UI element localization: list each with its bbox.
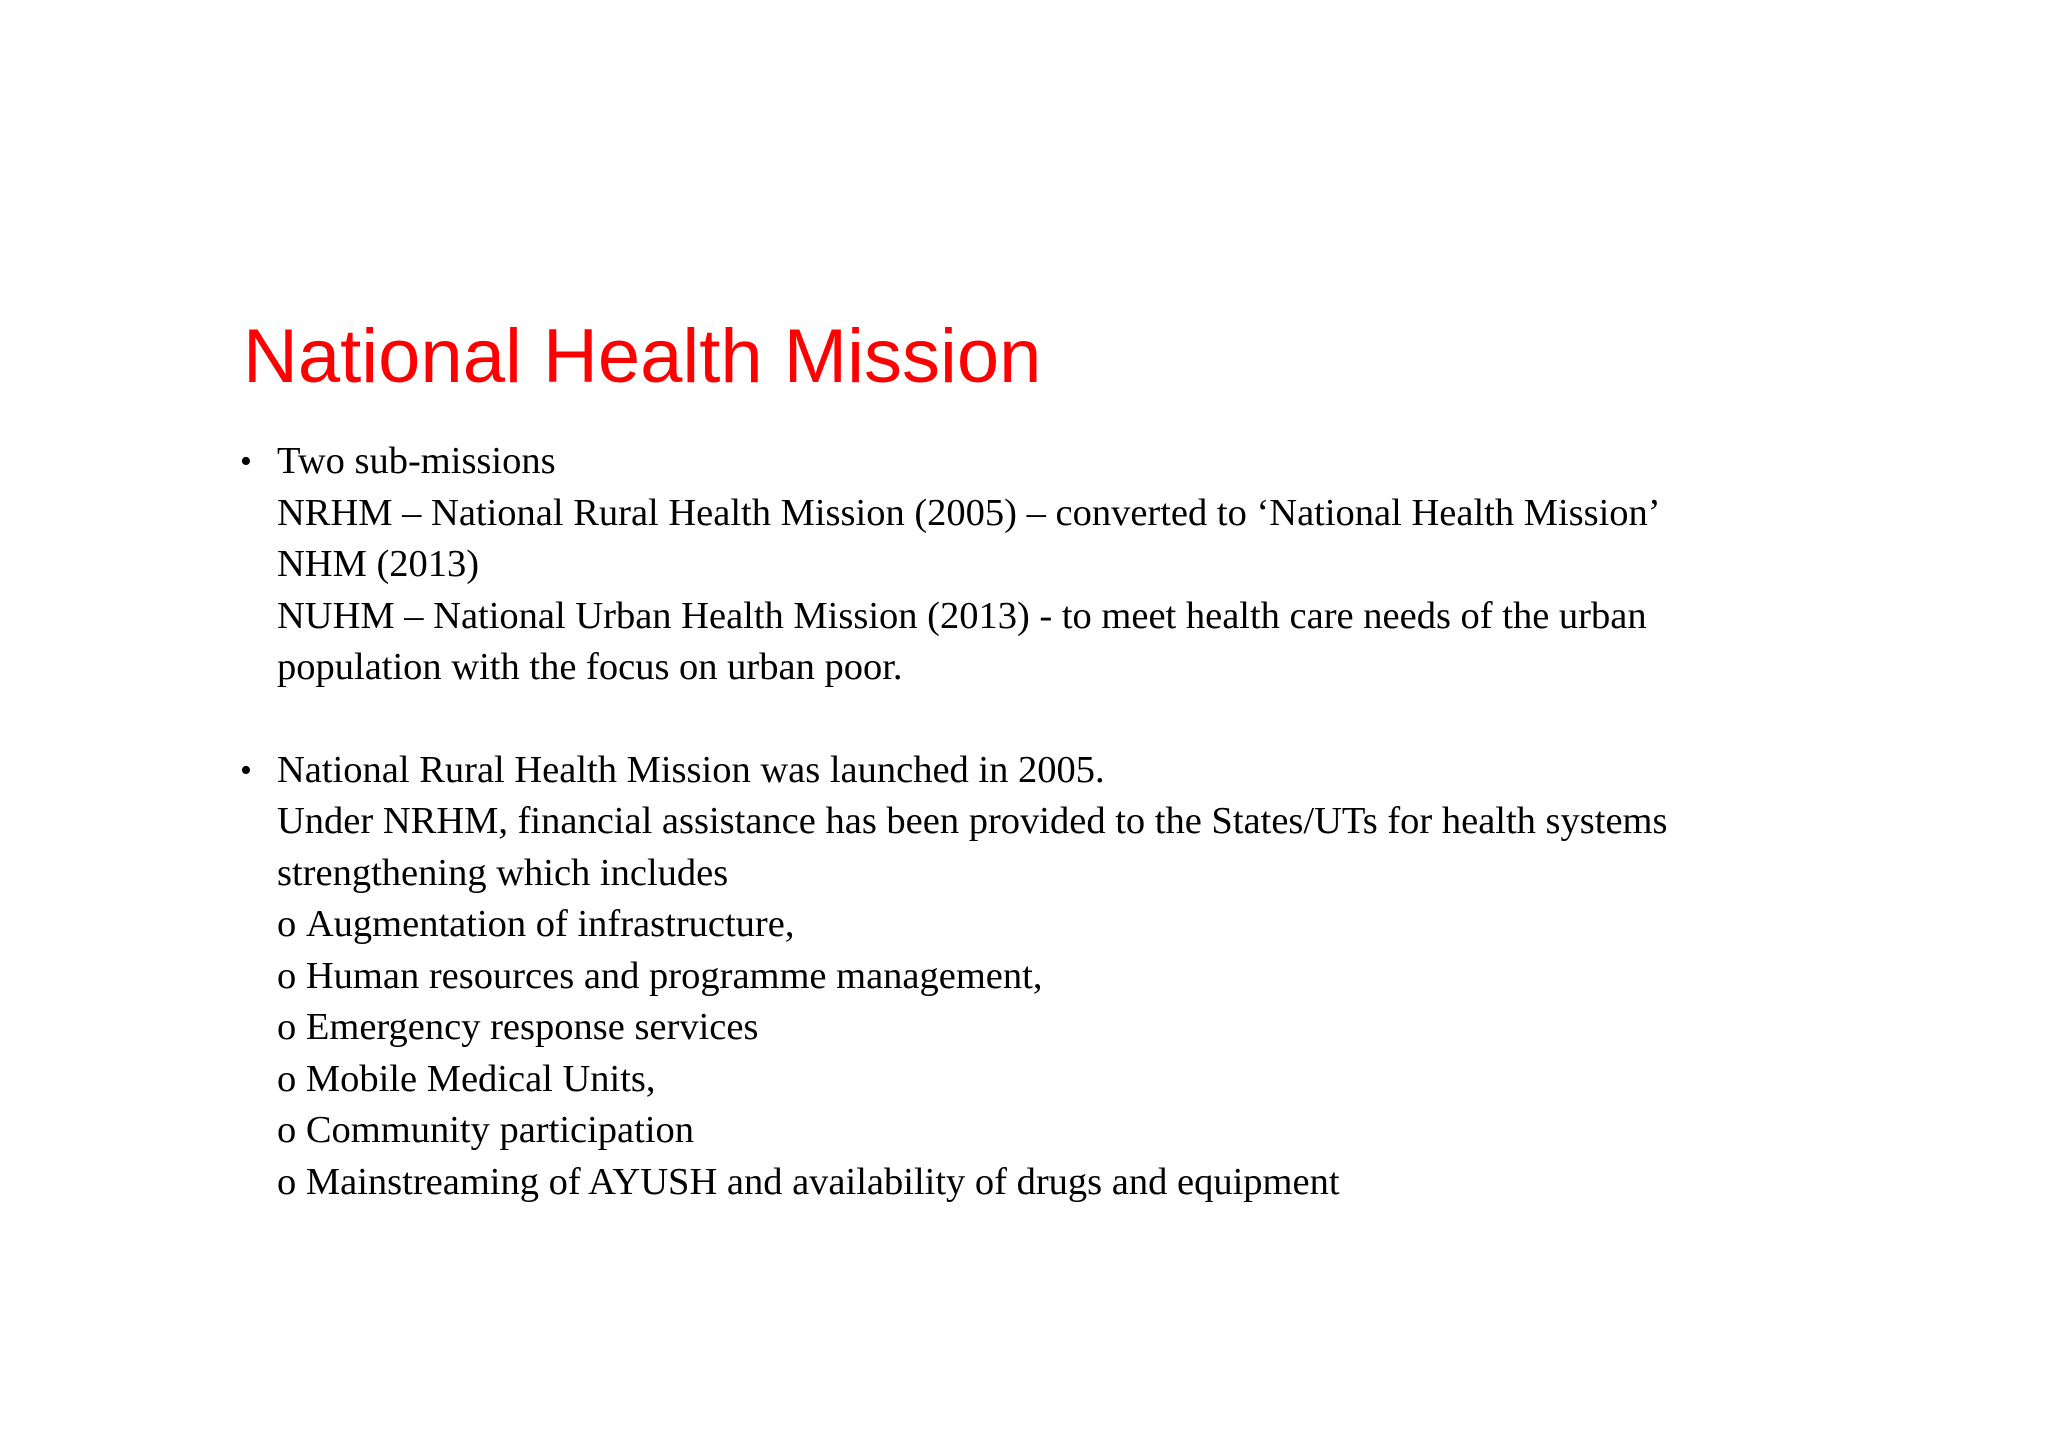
sub-marker-icon: o — [277, 1006, 297, 1048]
sub-item-text: Mobile Medical Units, — [305, 1057, 656, 1100]
sub-marker-icon: o — [277, 1109, 297, 1151]
bullet-line: Under NRHM, financial assistance has been provided to the States/UTs for health systems — [277, 800, 1668, 842]
bullet-nrhm-launch — [240, 745, 1920, 1209]
sub-item-text: Community participation — [305, 1109, 695, 1151]
sub-item — [277, 1002, 1920, 1054]
bullet-line: population with the focus on urban poor. — [277, 646, 903, 688]
sub-marker-icon: o — [277, 1160, 297, 1203]
sub-item — [277, 1054, 1920, 1106]
sub-marker-icon: o — [277, 954, 297, 997]
sub-item — [277, 1105, 1920, 1157]
sub-item-text: Emergency response services — [305, 1006, 759, 1048]
bullet-line: strengthening which includes — [277, 851, 729, 894]
bullet-line: National Rural Health Mission was launched in 2005. — [277, 748, 1105, 791]
bullet-dot-icon: • — [240, 751, 252, 789]
sub-item-text: Human resources and programme management, — [305, 954, 1043, 997]
bullet-line: NHM (2013) — [277, 543, 480, 585]
bullet-line: Two sub-missions — [277, 440, 556, 482]
sub-item — [277, 899, 1920, 951]
bullet-sub-missions — [240, 436, 1920, 694]
bullet-line: NRHM – National Rural Health Mission (2005) – converted to ‘National Health Mission’ — [277, 491, 1661, 534]
sub-item-text: Mainstreaming of AYUSH and availability of drugs and equipment — [305, 1160, 1340, 1203]
sub-item — [277, 951, 1920, 1003]
sub-marker-icon: o — [277, 903, 297, 945]
sub-item — [277, 1157, 1920, 1209]
bullet-dot-icon: • — [240, 443, 252, 480]
sub-marker-icon: o — [277, 1057, 297, 1100]
slide-content — [240, 436, 1920, 1208]
bullet-line: NUHM – National Urban Health Mission (2013) - to meet health care needs of the urban — [277, 594, 1647, 637]
sub-item-text: Augmentation of infrastructure, — [305, 903, 795, 945]
slide-title: National Health Mission — [243, 314, 1042, 399]
